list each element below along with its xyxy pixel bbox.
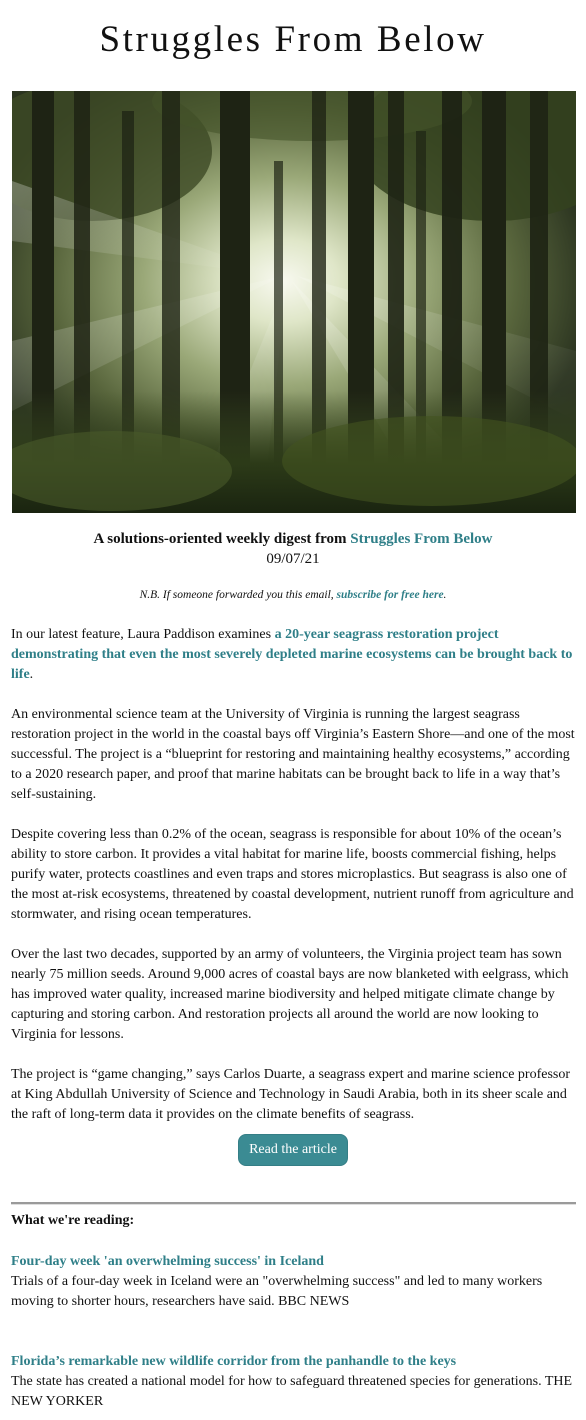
reading-item xyxy=(11,1252,575,1312)
article-paragraph: An environmental science team at the University of Virginia is running the largest seagrass restoration project in the world in the coastal bays off Virginia’s Eastern Shore—and one of the most successful. The project is a “blueprint for restoring and maintaining healthy ecosystems,” according to a 2020 research paper, and proof that marine habitats can be brought back to life in a way that’s self-sustaining. xyxy=(11,707,575,802)
issue-date: 09/07/21 xyxy=(266,551,320,567)
tagline-prefix: A solutions-oriented weekly digest from xyxy=(93,531,351,547)
tagline xyxy=(0,531,586,548)
section-divider xyxy=(11,1202,576,1205)
article-intro xyxy=(11,625,575,685)
reading-heading: What we're reading: xyxy=(11,1213,135,1228)
feature-link[interactable]: a 20-year seagrass restoration project demonstrating that even the most severely depleted marine ecosystems can be brought back to life xyxy=(11,627,573,682)
article-paragraph: Over the last two decades, supported by an army of volunteers, the Virginia project team has sown nearly 75 million seeds. Around 9,000 acres of coastal bays are now blanketed with eelgrass, which has improved water quality, increased marine biodiversity and helped mitigate climate change by capturing and storing carbon. And restoration projects all around the world are now looking to Virginia for lessons. xyxy=(11,947,569,1042)
reading-item-title-link[interactable]: Florida’s remarkable new wildlife corridor from the panhandle to the keys xyxy=(11,1354,457,1369)
reading-item-summary: Trials of a four-day week in Iceland were an "overwhelming success" and led to many workers moving to shorter hours, researchers have said. BBC NEWS xyxy=(11,1274,543,1309)
forest-illustration xyxy=(12,91,576,513)
tagline-brand-link[interactable]: Struggles From Below xyxy=(350,531,493,547)
reading-item-summary: The state has created a national model for how to safeguard threatened species for generations. THE NEW YORKER xyxy=(11,1374,573,1409)
intro-suffix: . xyxy=(29,667,34,682)
hero-forest-image xyxy=(12,91,576,513)
read-article-button[interactable]: Read the article xyxy=(238,1134,348,1166)
feature-article xyxy=(11,625,575,1145)
intro-prefix: In our latest feature, Laura Paddison examines xyxy=(11,627,275,642)
reading-item-title-link[interactable]: Four-day week 'an overwhelming success' in Iceland xyxy=(11,1254,324,1269)
forwarded-note xyxy=(0,589,586,601)
masthead-title: Struggles From Below xyxy=(99,19,487,60)
subscribe-link[interactable]: subscribe for free here xyxy=(336,589,444,601)
nb-prefix: N.B. If someone forwarded you this email, xyxy=(139,589,337,601)
article-paragraph: Despite covering less than 0.2% of the ocean, seagrass is responsible for about 10% of the ocean’s ability to store carbon. It provides a vital habitat for marine life, boosts commercial fishing, helps purify water, protects coastlines and even traps and stores microplastics. But seagrass is also one of the most at-risk ecosystems, threatened by coastal development, nutrient runoff from agriculture and stormwater, and rising ocean temperatures. xyxy=(11,827,574,922)
read-article-container xyxy=(0,1134,586,1166)
article-paragraph: The project is “game changing,” says Carlos Duarte, a seagrass expert and marine science professor at King Abdullah University of Science and Technology in Saudi Arabia, both in its sheer scale and the raft of long-term data it provides on the climate benefits of seagrass. xyxy=(11,1067,571,1122)
nb-suffix: . xyxy=(443,589,447,601)
reading-item xyxy=(11,1352,575,1412)
